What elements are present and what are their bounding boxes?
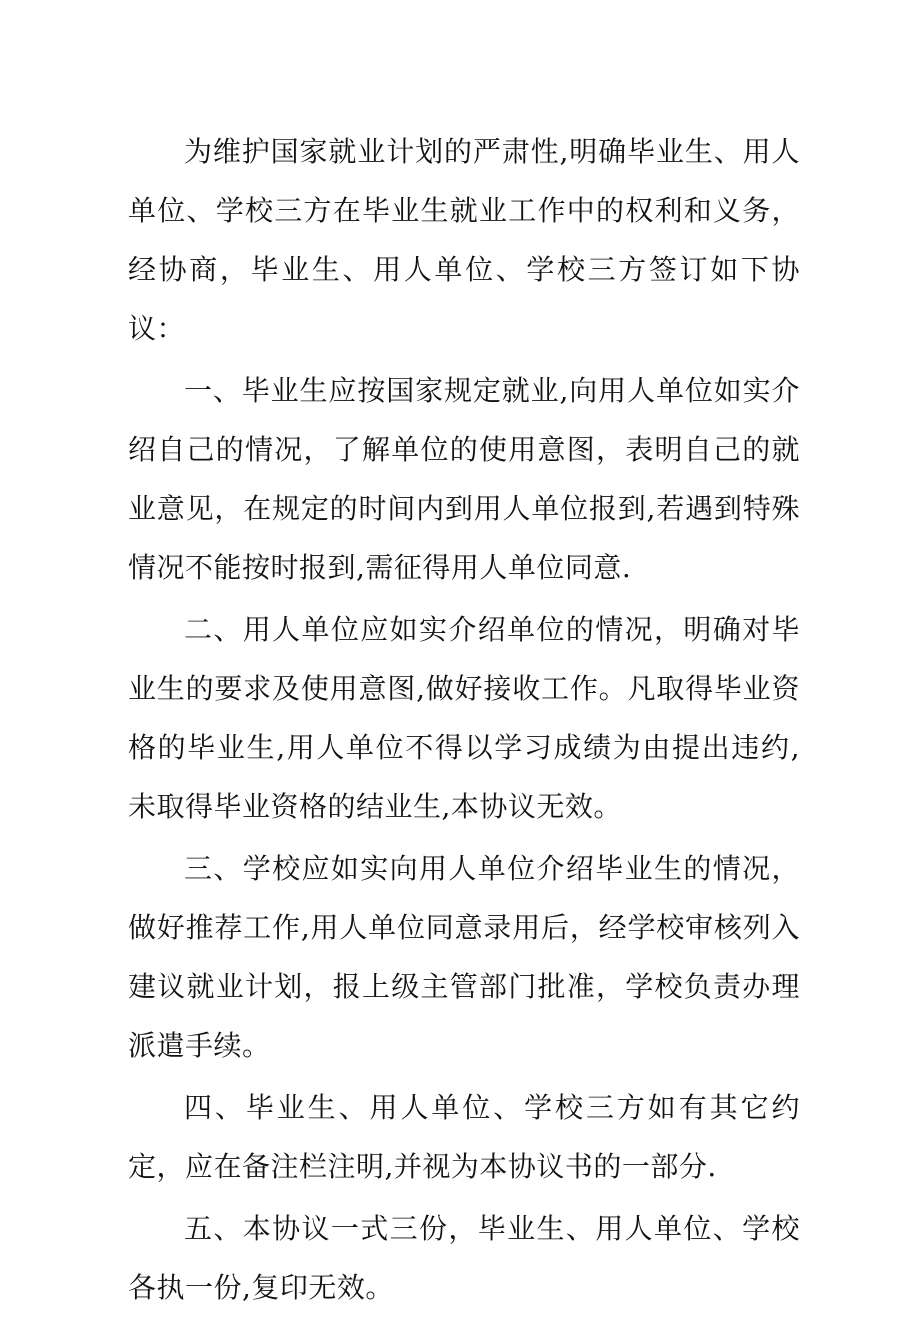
clause-3-paragraph: 三、学校应如实向用人单位介绍毕业生的情况，做好推荐工作,用人单位同意录用后，经学校审核列入建议就业计划，报上级主管部门批准，学校负责办理派遣手续。 [128, 852, 800, 1062]
agreement-body [128, 122, 800, 1320]
clause-5-paragraph: 五、本协议一式三份，毕业生、用人单位、学校各执一份,复印无效。 [128, 1212, 800, 1304]
preamble-paragraph: 为维护国家就业计划的严肃性,明确毕业生、用人单位、学校三方在毕业生就业工作中的权利和义务，经协商，毕业生、用人单位、学校三方签订如下协议： [128, 135, 800, 345]
clause-4-paragraph: 四、毕业生、用人单位、学校三方如有其它约定，应在备注栏注明,并视为本协议书的一部分. [128, 1091, 800, 1183]
clause-2-paragraph: 二、用人单位应如实介绍单位的情况，明确对毕业生的要求及使用意图,做好接收工作。凡取得毕业资格的毕业生,用人单位不得以学习成绩为由提出违约,未取得毕业资格的结业生,本协议无效。 [128, 613, 800, 823]
clause-1-paragraph: 一、毕业生应按国家规定就业,向用人单位如实介绍自己的情况，了解单位的使用意图，表明自己的就业意见，在规定的时间内到用人单位报到,若遇到特殊情况不能按时报到,需征得用人单位同意. [128, 374, 800, 584]
